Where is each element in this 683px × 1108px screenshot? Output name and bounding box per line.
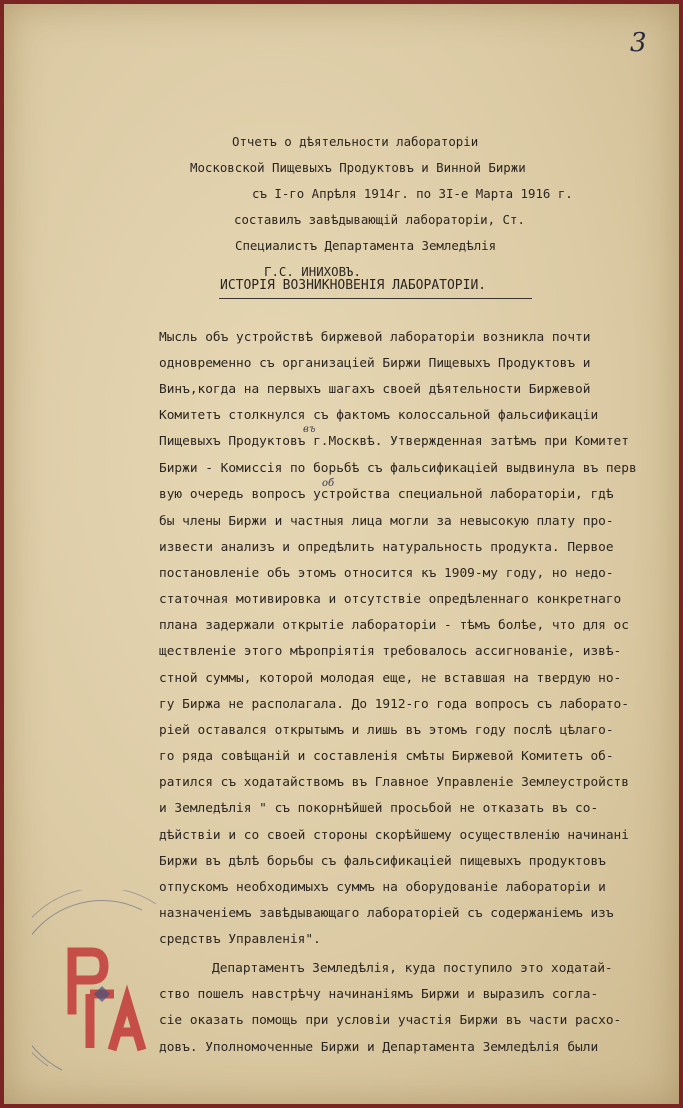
body-line: Винъ,когда на первыхъ шагахъ своей дѣятельности Биржевой bbox=[159, 382, 591, 397]
body-line: Биржи въ дѣлѣ борьбы съ фальсификаціей пищевыхъ продуктовъ bbox=[159, 854, 606, 869]
body-line: ществленіе этого мѣропріятія требовалось ассигнованіе, извѣ- bbox=[159, 644, 622, 659]
body-line: Комитетъ столкнулся съ фактомъ колоссальной фальсификаціи bbox=[159, 408, 599, 423]
header-line: Г.С. ИНИХОВЪ. bbox=[264, 264, 361, 279]
section-title-underline bbox=[219, 298, 532, 299]
stamp-logo bbox=[72, 952, 142, 1050]
body-line: дѣйствіи и со своей стороны скорѣйшему осуществленію начинані bbox=[159, 828, 629, 843]
body-line: отпускомъ необходимыхъ суммъ на оборудованіе лабораторіи и bbox=[159, 880, 606, 895]
body-line: назначеніемъ завѣдывающаго лабораторіей съ содержаніемъ изъ bbox=[159, 906, 614, 921]
header-line: Специалистъ Департамента Земледѣлія bbox=[235, 238, 497, 253]
body-line: извести анализъ и опредѣлить натуральность продукта. Первое bbox=[159, 540, 614, 555]
body-line: плана задержали открытіе лабораторіи - тѣмъ болѣе, что для ос bbox=[159, 618, 629, 633]
body-line: сіе оказать помощь при условіи участія Биржи въ части расхо- bbox=[159, 1013, 622, 1028]
body-line: ратился съ ходатайствомъ въ Главное Управленіе Землеустройств bbox=[159, 775, 629, 790]
body-line: Мысль объ устройствѣ биржевой лабораторіи возникла почти bbox=[159, 330, 591, 345]
body-line: стной суммы, которой молодая еще, не вставшая на твердую но- bbox=[159, 671, 622, 686]
body-line: статочная мотивировка и отсутствіе опредѣленнаго конкретнаго bbox=[159, 592, 622, 607]
body-line: Пищевыхъ Продуктовъ г.Москвѣ. Утвержденная затѣмъ при Комитет bbox=[159, 434, 629, 449]
header-line: Московской Пищевыхъ Продуктовъ и Винной Биржи bbox=[190, 160, 526, 175]
header-line: составилъ завѣдывающій лабораторіи, Ст. bbox=[234, 212, 525, 227]
header-line: Отчетъ о дѣятельности лабораторіи bbox=[232, 134, 479, 149]
body-line: го ряда совѣщаній и составленія смѣты Биржевой Комитетъ об- bbox=[159, 749, 614, 764]
handwritten-insertion: об bbox=[322, 478, 335, 489]
header-line: съ I-го Апрѣля 1914г. по 3I-е Марта 1916 г. bbox=[252, 186, 573, 201]
body-line: довъ. Уполномоченные Биржи и Департамента Земледѣлія были bbox=[159, 1040, 599, 1055]
body-line: Биржи - Комиссія по борьбѣ съ фальсификаціей выдвинула въ перв bbox=[159, 461, 637, 476]
body-line: ріей оставался открытымъ и лишь въ этомъ году послѣ цѣлаго- bbox=[159, 723, 614, 738]
body-line: вую очередь вопросъ устройства специальной лабораторіи, гдѣ bbox=[159, 487, 614, 502]
body-line: постановленіе объ этомъ относится къ 1909-му году, но недо- bbox=[159, 566, 614, 581]
page-number: 3 bbox=[630, 28, 647, 58]
body-line: Департаментъ Земледѣлія, куда поступило это ходатай- bbox=[212, 961, 613, 976]
body-line: одновременно съ организаціей Биржи Пищевыхъ Продуктовъ и bbox=[159, 356, 591, 371]
body-line: бы члены Биржи и частныя лица могли за невысокую плату про- bbox=[159, 514, 614, 529]
body-line: и Земледѣлія " съ покорнѣйшей просьбой не отказать въ со- bbox=[159, 801, 599, 816]
body-line: гу Биржа не располагала. До 1912-го года вопросъ съ лаборато- bbox=[159, 697, 629, 712]
section-title: ИСТОРІЯ ВОЗНИКНОВЕНІЯ ЛАБОРАТОРІИ. bbox=[220, 278, 487, 293]
body-line: средствъ Управленія". bbox=[159, 932, 321, 947]
handwritten-insertion: въ bbox=[303, 424, 316, 435]
body-line: ство пошелъ навстрѣчу начинаніямъ Биржи и выразилъ согла- bbox=[159, 987, 599, 1002]
archive-stamp bbox=[32, 890, 170, 1086]
